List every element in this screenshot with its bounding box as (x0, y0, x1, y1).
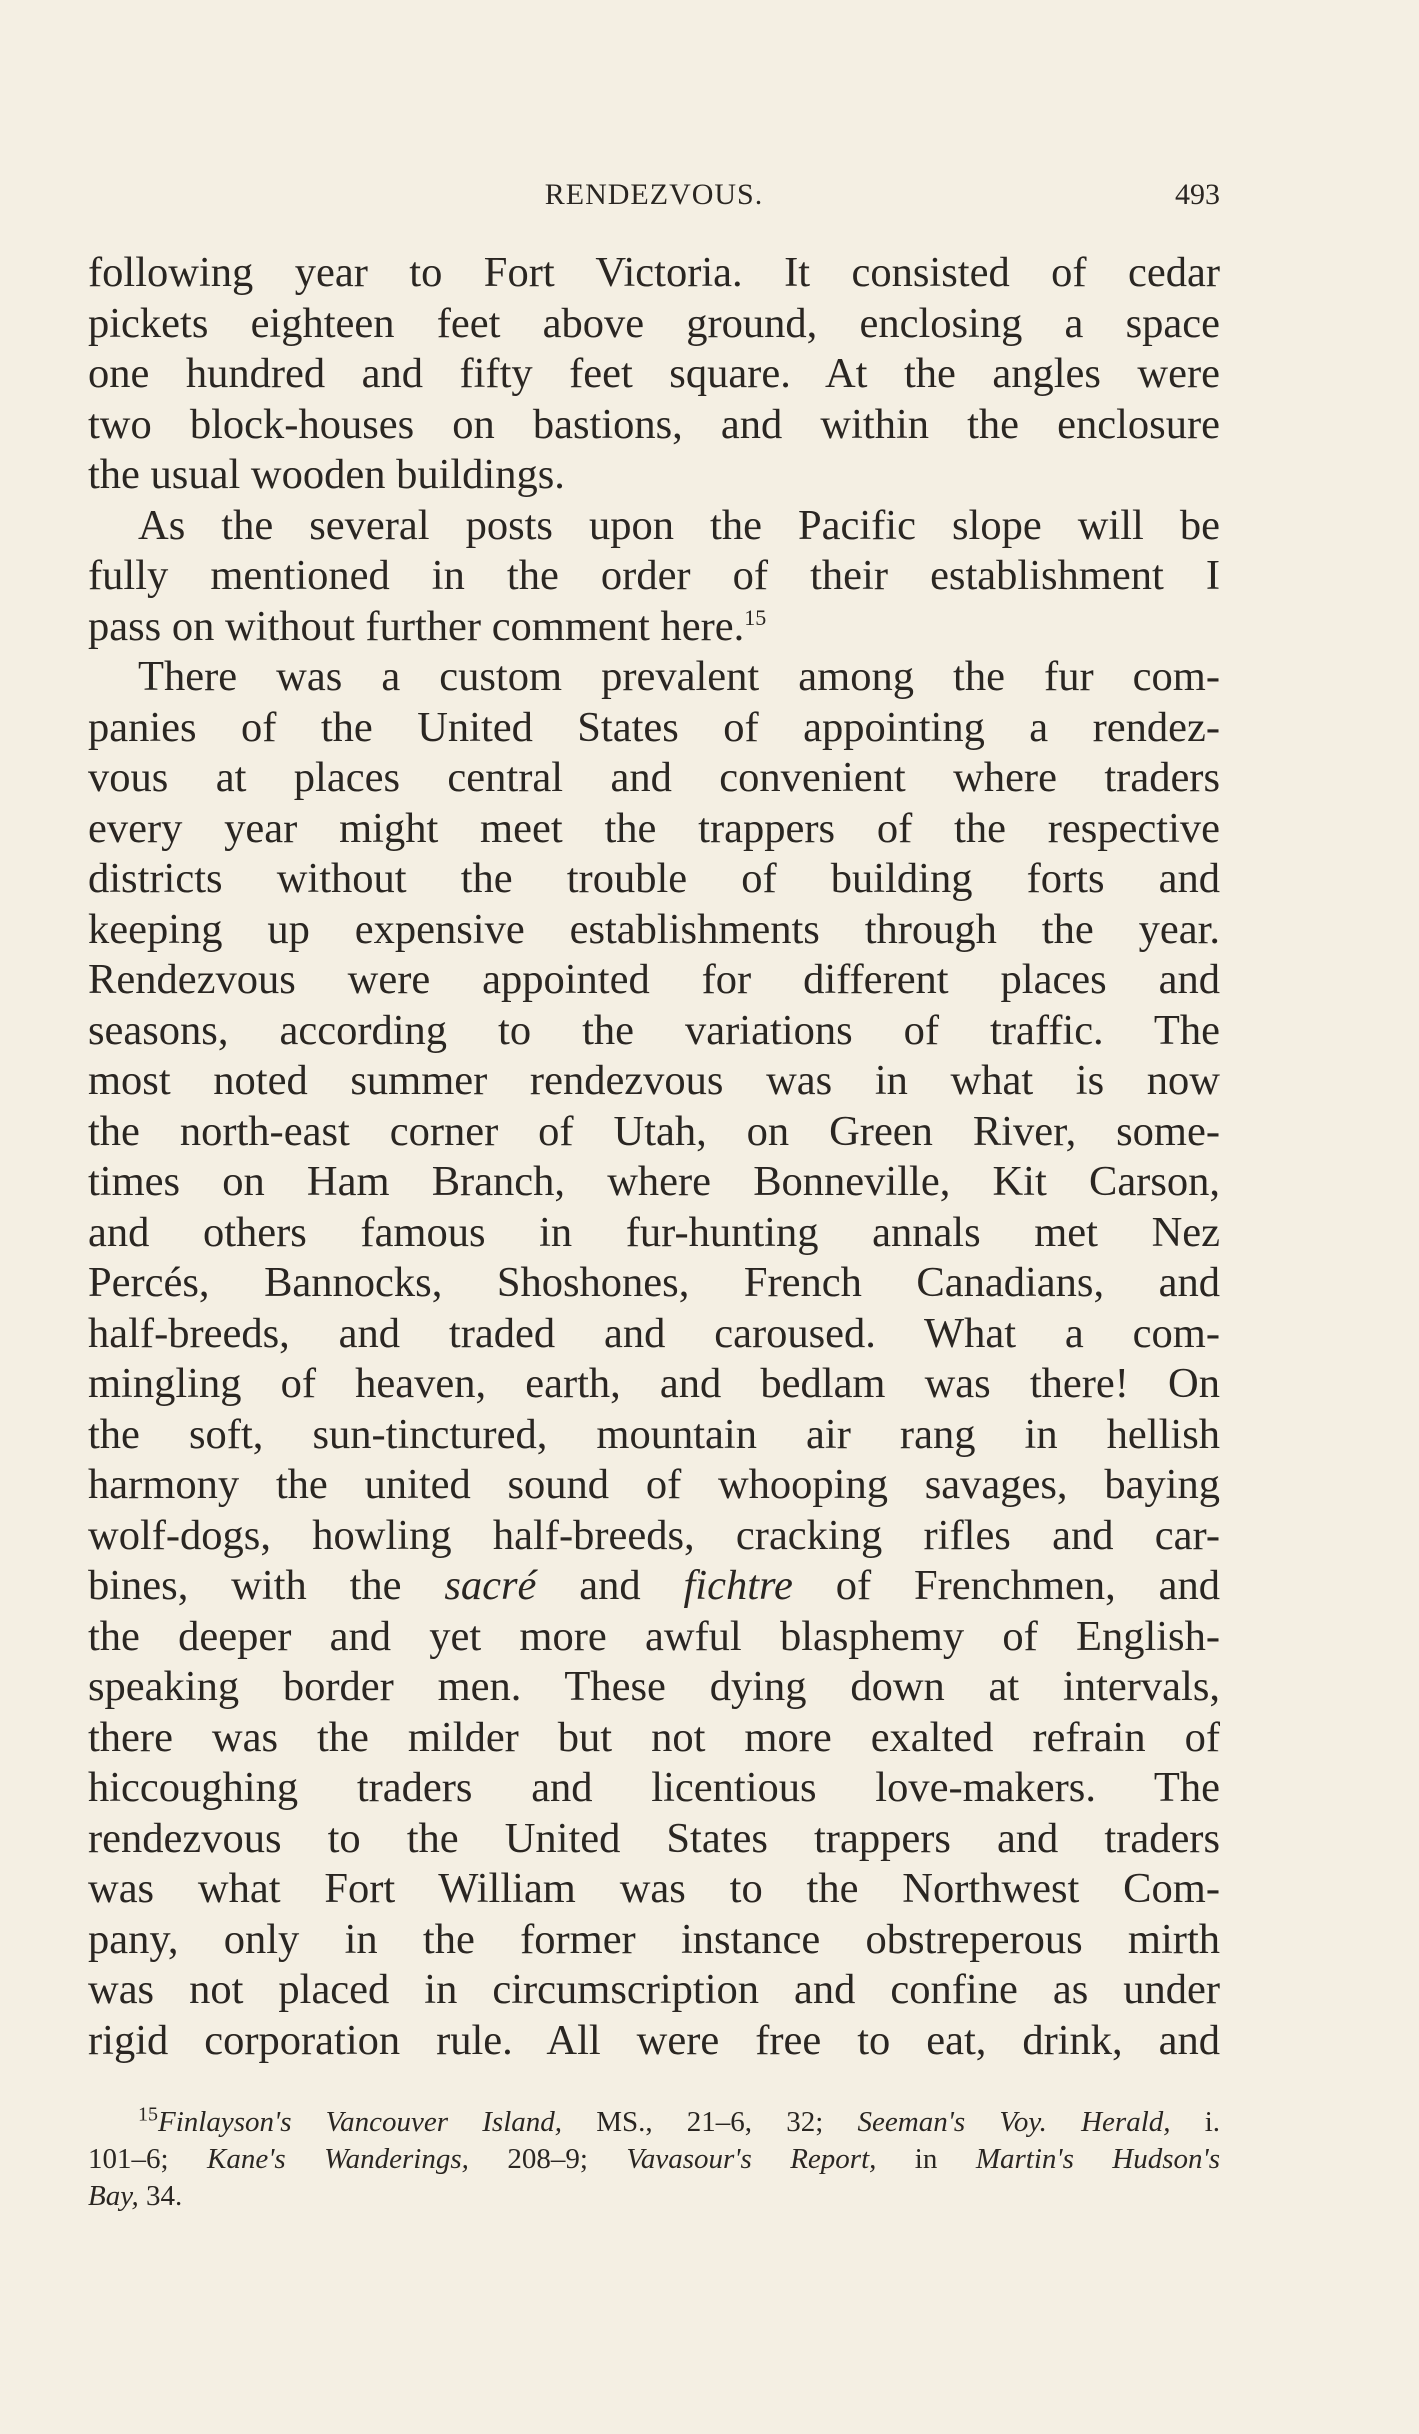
text-line: Rendezvous were appointed for different places and (88, 956, 1220, 1003)
text-line: one hundred and fifty feet square. At the angles were (88, 350, 1220, 397)
text-line: There was a custom prevalent among the fur com- (138, 653, 1220, 700)
text-line: mingling of heaven, earth, and bedlam was there! On (88, 1360, 1220, 1407)
text-line: pany, only in the former instance obstreperous mirth (88, 1915, 1220, 1963)
footnote (88, 2104, 1220, 2215)
italic-word: fichtre (683, 1562, 793, 1609)
footnote-line (88, 2104, 1220, 2141)
text-line: As the several posts upon the Pacific slope will be (138, 501, 1220, 549)
running-title: RENDEZVOUS. (544, 178, 764, 211)
text-line: the soft, sun-tinctured, mountain air rang in hellish (88, 1410, 1220, 1458)
text-line: the usual wooden buildings. (88, 451, 565, 498)
text-line: was not placed in circumscription and confine as under (88, 1966, 1220, 2013)
text-line: wolf-dogs, howling half-breeds, cracking rifles and car- (88, 1511, 1220, 1559)
text-line: speaking border men. These dying down at intervals, (88, 1663, 1220, 1710)
text-segment: and (536, 1562, 684, 1609)
footnote-segment: MS., 21–6, 32; (562, 2106, 858, 2138)
text-line: panies of the United States of appointing a rendez- (88, 703, 1220, 751)
footnote-segment: 34. (138, 2180, 183, 2212)
text-line: the north-east corner of Utah, on Green River, some- (88, 1107, 1220, 1155)
text-line (88, 1561, 1220, 1612)
italic-word: sacré (444, 1562, 537, 1609)
text-line: times on Ham Branch, where Bonneville, Kit Carson, (88, 1158, 1220, 1205)
footnote-segment: Bay, (88, 2180, 139, 2212)
footnote-segment: in (876, 2143, 976, 2175)
text-line: districts without the trouble of building forts and (88, 855, 1220, 902)
footnote-segment: Vavasour's Report, (626, 2143, 877, 2175)
footnote-number: 15 (138, 2104, 158, 2126)
text-segment: pass on without further comment here. (88, 602, 745, 650)
text-line: rigid corporation rule. All were free to eat, drink, and (88, 2016, 1220, 2064)
text-segment: bines, with the (88, 1562, 445, 1609)
footnote-segment: Martin's Hudson's (975, 2143, 1220, 2175)
text-line: was what Fort William was to the Northwest Com- (88, 1865, 1220, 1912)
footnote-line (88, 2178, 1220, 2215)
footnote-segment: i. (1170, 2106, 1220, 2138)
text-line: vous at places central and convenient where traders (88, 754, 1220, 801)
text-line: keeping up expensive establishments through the year. (88, 905, 1220, 953)
text-line: every year might meet the trappers of the respective (88, 804, 1220, 852)
body-text (88, 248, 1220, 2066)
text-line: and others famous in fur-hunting annals met Nez (88, 1208, 1220, 1256)
footnote-segment: 101–6; (88, 2143, 207, 2175)
footnote-line (88, 2141, 1220, 2178)
page-header (88, 172, 1220, 222)
text-line: pickets eighteen feet above ground, enclosing a space (88, 299, 1220, 347)
text-line: Percés, Bannocks, Shoshones, French Canadians, and (88, 1259, 1220, 1306)
text-line: most noted summer rendezvous was in what is now (88, 1057, 1220, 1104)
text-line (88, 602, 1220, 653)
text-line: two block-houses on bastions, and within the enclosure (88, 400, 1220, 448)
footnote-segment: Finlayson's Vancouver Island, (158, 2106, 563, 2138)
text-line: hiccoughing traders and licentious love-makers. The (88, 1764, 1220, 1811)
footnote-segment: Seeman's Voy. Herald, (857, 2106, 1171, 2138)
text-line: the deeper and yet more awful blasphemy of English- (88, 1612, 1220, 1660)
text-line: following year to Fort Victoria. It consisted of cedar (88, 249, 1220, 296)
footnote-segment: Kane's Wanderings, (207, 2143, 469, 2175)
text-line: harmony the united sound of whooping savages, baying (88, 1461, 1220, 1508)
text-line: seasons, according to the variations of traffic. The (88, 1006, 1220, 1054)
page-number: 493 (1175, 178, 1220, 211)
footnote-segment: 208–9; (468, 2143, 627, 2175)
text-line: half-breeds, and traded and caroused. What a com- (88, 1309, 1220, 1357)
text-line: there was the milder but not more exalted refrain of (88, 1713, 1220, 1761)
text-line: rendezvous to the United States trappers and traders (88, 1814, 1220, 1862)
footnote-reference: 15 (744, 604, 767, 630)
text-line: fully mentioned in the order of their establishment I (88, 552, 1220, 599)
text-segment: of Frenchmen, and (792, 1562, 1220, 1609)
